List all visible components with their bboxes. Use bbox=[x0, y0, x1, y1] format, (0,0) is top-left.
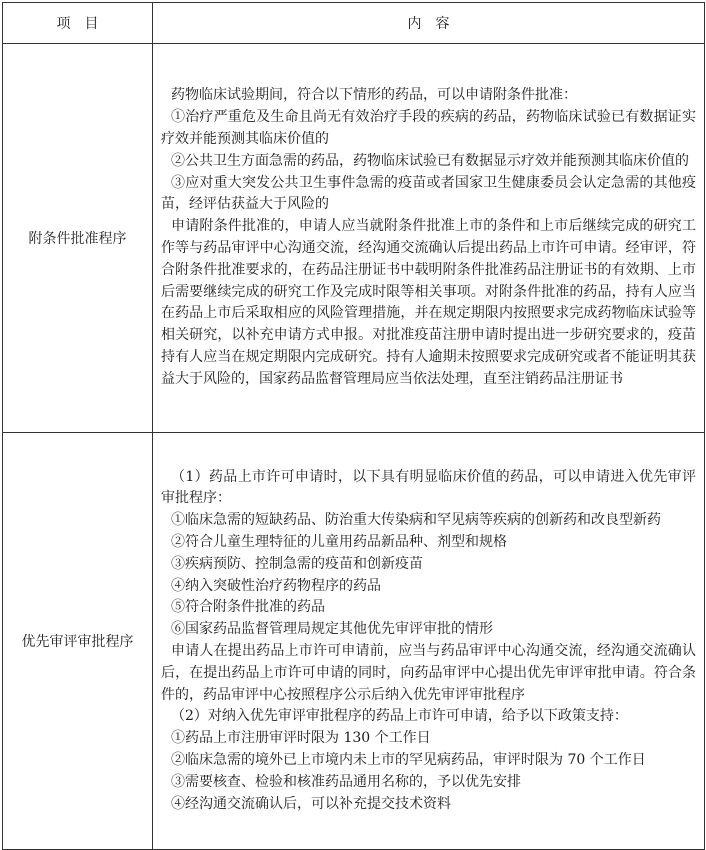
procedure-table bbox=[2, 2, 705, 850]
content-line: 药物临床试验期间，符合以下情形的药品，可以申请附条件批准： bbox=[171, 87, 577, 104]
header-item: 项 目 bbox=[3, 3, 153, 44]
content-line: ④纳入突破性治疗药物程序的药品 bbox=[171, 577, 381, 594]
content-line: （2）对纳入优先审评审批程序的药品上市许可申请，给予以下政策支持： bbox=[171, 708, 628, 725]
row-content-priority-review bbox=[153, 433, 705, 850]
content-line: ②公共卫生方面急需的药品，药物临床试验已有数据显示疗效并能预测其临床价值的 bbox=[171, 152, 689, 169]
content-line: ⑥国家药品监督管理局规定其他优先审评审批的情形 bbox=[171, 621, 493, 638]
table-row bbox=[3, 433, 705, 850]
content-line: ③需要核查、检验和核准药品通用名称的，予以优先安排 bbox=[171, 773, 521, 790]
content-line: ③应对重大突发公共卫生事件急需的疫苗或者国家卫生健康委员会认定急需的其他疫苗，经评估获益大于风险的 bbox=[161, 174, 696, 213]
content-line: ①临床急需的短缺药品、防治重大传染病和罕见病等疾病的创新药和改良型新药 bbox=[171, 512, 661, 529]
row-content-conditional-approval bbox=[153, 44, 705, 433]
content-line: ⑤符合附条件批准的药品 bbox=[171, 599, 325, 616]
header-content: 内 容 bbox=[153, 3, 705, 44]
row-item-priority-review: 优先审评审批程序 bbox=[3, 433, 153, 850]
content-line: ③疾病预防、控制急需的疫苗和创新疫苗 bbox=[171, 555, 423, 572]
table-row bbox=[3, 44, 705, 433]
content-line: ④经沟通交流确认后，可以补充提交技术资料 bbox=[171, 795, 451, 812]
content-line: ②临床急需的境外已上市境内未上市的罕见病药品，审评时限为 70 个工作日 bbox=[171, 751, 646, 768]
row-item-conditional-approval: 附条件批准程序 bbox=[3, 44, 153, 433]
content-line: ①药品上市注册审评时限为 130 个工作日 bbox=[171, 730, 431, 747]
content-line: ①治疗严重危及生命且尚无有效治疗手段的疾病的药品，药物临床试验已有数据证实疗效并能预测其临床价值的 bbox=[161, 109, 696, 148]
content-line: 申请附条件批准的，申请人应当就附条件批准上市的条件和上市后继续完成的研究工作等与药品审评中心沟通交流，经沟通交流确认后提出药品上市许可申请。经审评，符合附条件批准要求的，在药品注册证书中载明附条件批准药品注册证书的有效期、上市后需要继续完成的研究工作及完成时限等相关事项。对附条件批准的药品，持有人应当在药品上市后采取相应的风险管理措施，并在规定期限内按照要求完成药物临床试验等相关研究，以补充申请方式申报。对批准疫苗注册申请时提出进一步研究要求的，疫苗持有人应当在规定期限内完成研究。持有人逾期未按照要求完成研究或者不能证明其获益大于风险的，国家药品监督管理局应当依法处理，直至注销药品注册证书 bbox=[161, 218, 696, 387]
content-line: ②符合儿童生理特征的儿童用药品新品种、剂型和规格 bbox=[171, 534, 507, 551]
table-header-row bbox=[3, 3, 705, 44]
content-line: 申请人在提出药品上市许可申请前，应当与药品审评中心沟通交流，经沟通交流确认后，在提出药品上市许可申请的同时，向药品审评中心提出优先审评审批申请。符合条件的，药品审评中心按照程序公示后纳入优先审评审批程序 bbox=[161, 643, 696, 703]
content-line: （1）药品上市许可申请时，以下具有明显临床价值的药品，可以申请进入优先审评审批程序： bbox=[161, 468, 696, 507]
